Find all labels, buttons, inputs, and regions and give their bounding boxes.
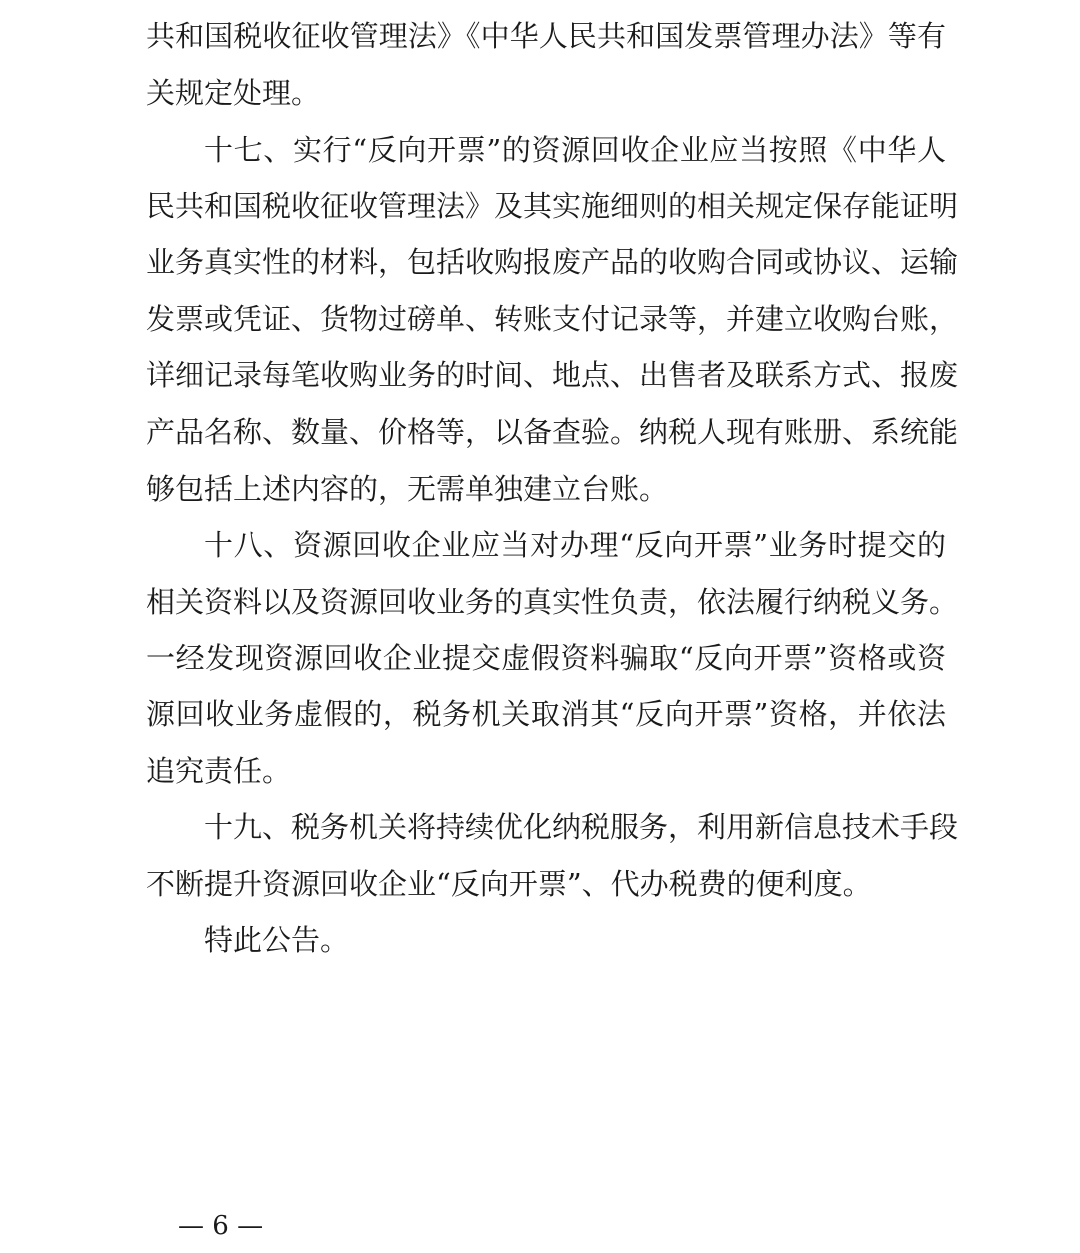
paragraph-19-line-2: 不断提升资源回收企业“反向开票”、代办税费的便利度。: [146, 867, 872, 901]
paragraph-18-line-4: 源回收业务虚假的，税务机关取消其“反向开票”资格，并依法: [146, 697, 946, 731]
page-number: — 6 —: [178, 1211, 264, 1241]
paragraph-17-line-7: 够包括上述内容的，无需单独建立台账。: [146, 472, 669, 506]
paragraph-18-line-3: 一经发现资源回收企业提交虚假资料骗取“反向开票”资格或资: [146, 641, 946, 675]
paragraph-17-line-5: 详细记录每笔收购业务的时间、地点、出售者及联系方式、报废: [146, 358, 959, 392]
closing-statement: 特此公告。: [204, 923, 350, 957]
paragraph-17-line-1: 十七、实行“反向开票”的资源回收企业应当按照《中华人: [204, 133, 946, 167]
text-line-2: 关规定处理。: [146, 76, 321, 110]
paragraph-18-line-5: 追究责任。: [146, 754, 292, 788]
text-line-1: 共和国税收征收管理法》《中华人民共和国发票管理办法》等有: [146, 19, 946, 53]
paragraph-18-line-1: 十八、资源回收企业应当对办理“反向开票”业务时提交的: [204, 528, 946, 562]
paragraph-17-line-2: 民共和国税收征收管理法》及其实施细则的相关规定保存能证明: [146, 189, 959, 223]
paragraph-17-line-4: 发票或凭证、货物过磅单、转账支付记录等，并建立收购台账，: [146, 302, 959, 336]
paragraph-17-line-6: 产品名称、数量、价格等，以备查验。纳税人现有账册、系统能: [146, 415, 959, 449]
paragraph-19-line-1: 十九、税务机关将持续优化纳税服务，利用新信息技术手段: [204, 810, 959, 844]
paragraph-18-line-2: 相关资料以及资源回收业务的真实性负责，依法履行纳税义务。: [146, 585, 959, 619]
paragraph-17-line-3: 业务真实性的材料，包括收购报废产品的收购合同或协议、运输: [146, 245, 959, 279]
